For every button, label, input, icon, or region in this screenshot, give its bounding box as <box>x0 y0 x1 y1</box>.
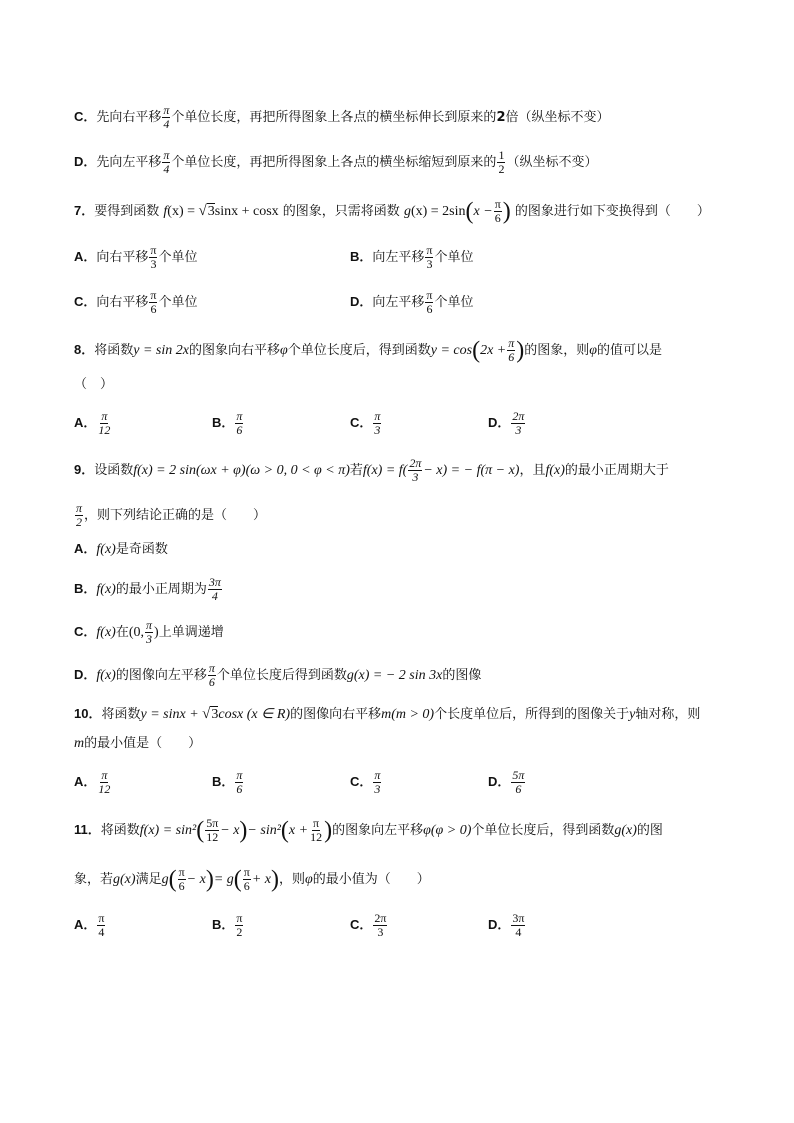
text: 的图象向左平移 <box>332 823 424 838</box>
paren-open: ( <box>196 817 205 844</box>
fraction: $\frac{2\pi}{3}$ <box>409 456 422 484</box>
option-label: C． <box>74 294 97 309</box>
fraction: $\frac{\pi}{6}$ <box>178 865 185 893</box>
math: φ <box>279 343 288 358</box>
text: 个单位长度后，得到函数 <box>287 343 431 358</box>
math: x + <box>288 823 309 838</box>
math: y = cos <box>430 343 473 358</box>
text: 个单位 <box>158 295 198 310</box>
question-number: 10． <box>74 706 102 721</box>
option-label: C． <box>350 774 373 789</box>
fraction: $\frac{1}{2}$ <box>498 148 505 176</box>
q10-option-a <box>74 769 112 796</box>
option-label: D． <box>74 154 97 169</box>
text: 的图象，则 <box>524 343 590 358</box>
sqrt-sign: √ <box>202 706 211 722</box>
math: − sin² <box>247 823 281 838</box>
fraction: $\frac{\pi}{6}$ <box>236 409 243 437</box>
math: m(m > 0) <box>381 707 435 722</box>
q6-option-d <box>74 149 597 176</box>
fraction: $\frac{\pi}{4}$ <box>98 911 105 939</box>
fraction: $\frac{\pi}{4}$ <box>163 103 170 131</box>
text: 向右平移 <box>96 250 149 265</box>
math: ) <box>154 625 159 640</box>
fraction: $\frac{\pi}{6}$ <box>243 865 250 893</box>
text: 向左平移 <box>372 250 425 265</box>
fraction: $\frac{\pi}{6}$ <box>208 661 215 689</box>
q10-option-b <box>212 769 244 796</box>
question-number: 7． <box>74 203 95 218</box>
fraction: $\frac{\pi}{6}$ <box>508 336 515 364</box>
text: 个单位长度后，得到函数 <box>471 823 615 838</box>
math: g(x) = − 2 sin 3x <box>346 668 443 683</box>
math: g(x) <box>614 823 637 838</box>
q11-stem-line2 <box>74 866 430 893</box>
math: g <box>403 204 411 219</box>
text: ，且 <box>519 463 546 478</box>
option-label: A． <box>74 541 97 556</box>
paren-open: ( <box>233 866 242 893</box>
q8-option-a <box>74 410 112 437</box>
math: − x <box>186 872 206 887</box>
math: − x <box>220 823 240 838</box>
option-label: A． <box>74 249 97 264</box>
text: 个单位长度后得到函数 <box>216 668 347 683</box>
text: 的最小值是（ ） <box>84 736 202 751</box>
text: 在 <box>115 625 129 640</box>
math: 3 <box>211 707 219 722</box>
text: 设函数 <box>94 463 134 478</box>
math: f(x) <box>545 463 565 478</box>
q9-option-a <box>74 539 168 560</box>
math: f(x) = f( <box>362 463 408 478</box>
text: 的图像 <box>442 668 482 683</box>
text: 满足 <box>135 872 162 887</box>
text: 个单位 <box>434 295 474 310</box>
q8-stem <box>74 337 662 364</box>
math: g(x) <box>113 872 136 887</box>
q11-stem-line1 <box>74 817 663 844</box>
fraction: $\frac{\pi}{12}$ <box>310 816 323 844</box>
q7-option-c <box>74 289 197 316</box>
fraction: $\frac{\pi}{6}$ <box>150 288 157 316</box>
fraction: $\frac{\pi}{3}$ <box>426 243 433 271</box>
math: x − <box>473 204 493 219</box>
math: f(x) <box>96 668 116 683</box>
text: 的最小值为（ ） <box>312 872 430 887</box>
q10-stem-line2 <box>74 734 201 754</box>
math: y = sinx + <box>140 707 203 722</box>
math: cosx (x ∈ R) <box>218 707 291 722</box>
text: 的图象，只需将函数 <box>282 204 400 219</box>
fraction: $\frac{\pi}{12}$ <box>98 409 111 437</box>
question-number: 8． <box>74 342 95 357</box>
math: f(x) <box>96 625 116 640</box>
q8-option-d <box>488 410 526 437</box>
option-label: C． <box>74 109 97 124</box>
q11-option-c <box>350 912 388 939</box>
option-label: D． <box>488 415 511 430</box>
option-label: B． <box>212 774 235 789</box>
text: 个单位长度，再把所得图象上各点的横坐标缩短到原来的 <box>171 155 497 170</box>
text: 上单调递增 <box>158 625 224 640</box>
paren-close: ) <box>324 817 333 844</box>
math: − x) = − f(π − x) <box>423 463 520 478</box>
text: 的最小正周期大于 <box>564 463 669 478</box>
text: 先向左平移 <box>96 155 162 170</box>
math: + x <box>251 872 271 887</box>
text: 向左平移 <box>372 295 425 310</box>
fraction: $\frac{\pi}{3}$ <box>374 409 381 437</box>
q11-option-d <box>488 912 526 939</box>
text: （纵坐标不变） <box>506 155 598 170</box>
text: 是奇函数 <box>115 542 168 557</box>
q7-stem <box>74 198 710 225</box>
fraction: $\frac{\pi}{3}$ <box>374 768 381 796</box>
text: ，则下列结论正确的是（ ） <box>84 508 267 523</box>
text: 个单位 <box>158 250 198 265</box>
math: f(x) <box>96 582 116 597</box>
option-label: C． <box>74 624 97 639</box>
q6-option-c <box>74 104 610 131</box>
text: 轴对称，则 <box>635 707 701 722</box>
option-label: D． <box>488 917 511 932</box>
math: 2x + <box>480 343 507 358</box>
q10-option-d <box>488 769 526 796</box>
q8-option-c <box>350 410 382 437</box>
math: f(x) = 2 sin(ωx + φ)(ω > 0, 0 < φ < π) <box>133 463 350 478</box>
math: m <box>74 736 85 751</box>
math: f(x) <box>96 542 116 557</box>
option-label: B． <box>350 249 373 264</box>
paren-close: ) <box>271 866 279 893</box>
question-number: 9． <box>74 462 95 477</box>
q9-option-c <box>74 619 224 646</box>
paren-open: ( <box>280 817 289 844</box>
q9-stem-line1 <box>74 457 669 484</box>
q9-stem-line2 <box>74 502 266 529</box>
text: 向右平移 <box>96 295 149 310</box>
fraction: $\frac{3\pi}{4}$ <box>208 575 221 603</box>
q7-option-d <box>350 289 473 316</box>
text: 个单位长度，再把所得图象上各点的横坐标伸长到原来的 <box>171 110 497 125</box>
text: 将函数 <box>94 343 134 358</box>
option-label: C． <box>350 415 373 430</box>
paren-close: ) <box>205 866 214 893</box>
text: ，则 <box>279 872 306 887</box>
text: 的图像向右平移 <box>290 707 382 722</box>
text: 的值可以是 <box>597 343 663 358</box>
question-number: 11． <box>74 822 101 837</box>
math: g <box>161 872 169 887</box>
text: 的最小正周期为 <box>115 582 207 597</box>
q8-option-b <box>212 410 244 437</box>
q8-answer-paren <box>74 375 113 395</box>
math: f(x) = sin² <box>139 823 197 838</box>
paren-open: ( <box>168 866 177 893</box>
fraction: $\frac{\pi}{2}$ <box>76 501 83 529</box>
option-label: B． <box>74 581 97 596</box>
q10-option-c <box>350 769 382 796</box>
text: 若 <box>349 463 363 478</box>
q11-option-b <box>212 912 244 939</box>
option-label: A． <box>74 415 97 430</box>
math: φ <box>589 343 598 358</box>
math: y = sin 2x <box>133 343 189 358</box>
fraction: $\frac{\pi}{6}$ <box>494 197 501 225</box>
q10-stem-line1 <box>74 704 700 725</box>
math: (0, <box>128 625 145 640</box>
fraction: $\frac{\pi}{4}$ <box>163 148 170 176</box>
math: f <box>163 204 168 219</box>
text: 2 <box>496 110 506 125</box>
math: φ <box>305 872 313 887</box>
fraction: $\frac{\pi}{3}$ <box>146 618 153 646</box>
paren-open: ( <box>472 337 481 364</box>
math: (x) = <box>167 204 199 219</box>
text: 的图象进行如下变换得到（ ） <box>514 204 710 219</box>
option-label: D． <box>488 774 511 789</box>
math: = g <box>213 872 234 887</box>
fraction: $\frac{\pi}{6}$ <box>236 768 243 796</box>
option-label: C． <box>350 917 373 932</box>
paren-close: ) <box>239 817 248 844</box>
text: 倍（纵坐标不变） <box>505 110 610 125</box>
text: 的图象向右平移 <box>188 343 280 358</box>
fraction: $\frac{3\pi}{4}$ <box>512 911 525 939</box>
fraction: $\frac{2\pi}{3}$ <box>512 409 525 437</box>
math: 3 <box>207 204 215 219</box>
paren-close: ) <box>502 198 511 225</box>
fraction: $\frac{\pi}{6}$ <box>426 288 433 316</box>
math: (x) = 2sin <box>410 204 466 219</box>
option-label: A． <box>74 774 97 789</box>
q7-option-a <box>74 244 197 271</box>
fraction: $\frac{\pi}{2}$ <box>236 911 243 939</box>
option-label: D． <box>74 667 97 682</box>
q9-option-b <box>74 576 223 603</box>
option-label: B． <box>212 415 235 430</box>
q9-option-d <box>74 662 481 689</box>
text: 个单位 <box>434 250 474 265</box>
fraction: $\frac{2\pi}{3}$ <box>374 911 387 939</box>
text: 的图像向左平移 <box>115 668 207 683</box>
text: 先向右平移 <box>96 110 162 125</box>
text: 象，若 <box>74 872 114 887</box>
fraction: $\frac{\pi}{3}$ <box>150 243 157 271</box>
math: sinx + cosx <box>214 204 279 219</box>
option-label: A． <box>74 917 97 932</box>
fraction: $\frac{5\pi}{6}$ <box>512 768 525 796</box>
text: 将函数 <box>100 823 140 838</box>
text: 的图 <box>636 823 663 838</box>
option-label: B． <box>212 917 235 932</box>
paren-open: ( <box>465 198 474 225</box>
fraction: $\frac{5\pi}{12}$ <box>206 816 219 844</box>
fraction: $\frac{\pi}{12}$ <box>98 768 111 796</box>
text: 将函数 <box>101 707 141 722</box>
text: 个长度单位后，所得到的图像关于 <box>434 707 630 722</box>
math: y <box>629 707 636 722</box>
q7-option-b <box>350 244 473 271</box>
option-label: D． <box>350 294 373 309</box>
text: 要得到函数 <box>94 204 160 219</box>
sqrt-sign: √ <box>198 203 207 219</box>
math: φ(φ > 0) <box>423 823 472 838</box>
paren-close: ) <box>516 337 525 364</box>
text: （ ） <box>74 377 114 392</box>
q11-option-a <box>74 912 106 939</box>
